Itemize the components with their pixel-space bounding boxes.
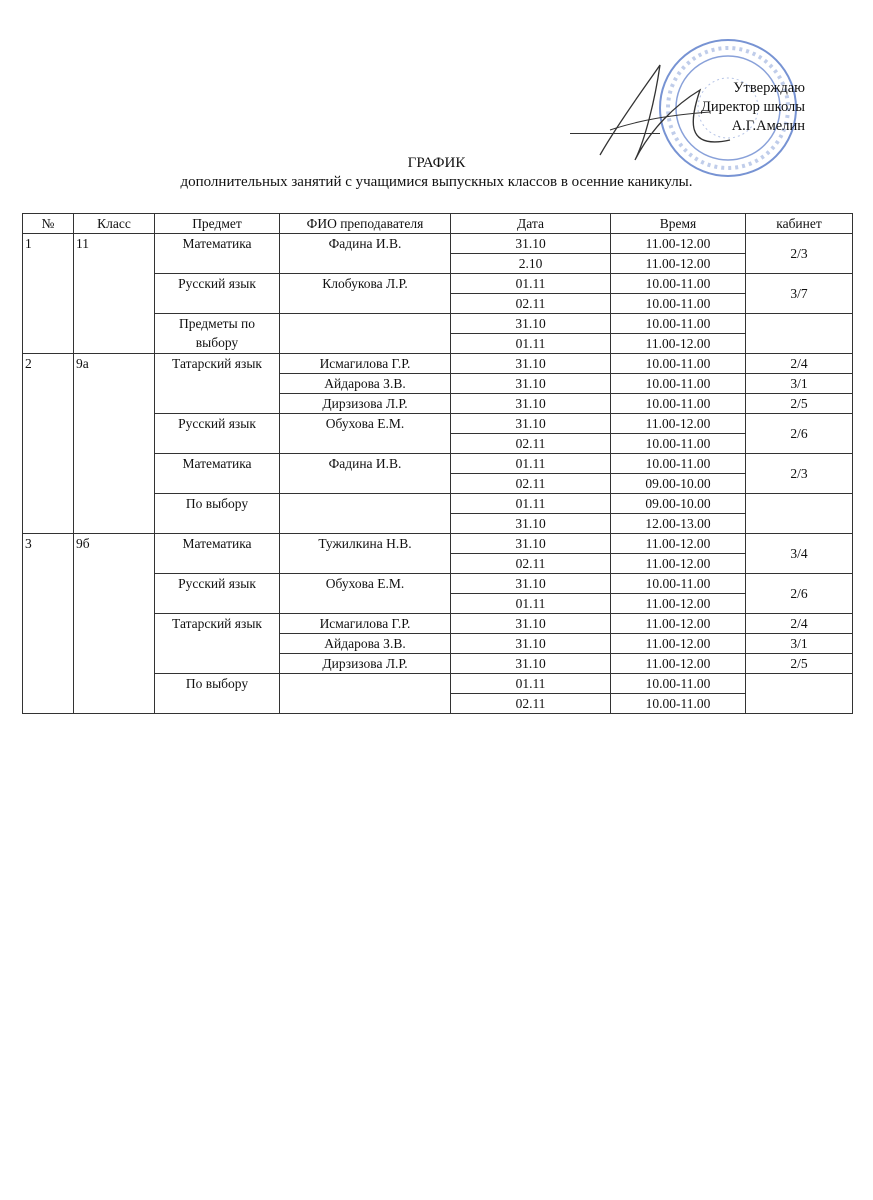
room-cell: 3/7 (746, 274, 853, 314)
date-cell: 31.10 (451, 354, 611, 374)
row-number: 3 (23, 534, 74, 714)
date-cell: 01.11 (451, 454, 611, 474)
date-cell: 31.10 (451, 534, 611, 554)
room-cell: 3/1 (746, 634, 853, 654)
time-cell: 11.00-12.00 (611, 594, 746, 614)
time-cell: 11.00-12.00 (611, 654, 746, 674)
subject-cell: Предметы по выбору (155, 314, 280, 354)
room-cell: 2/5 (746, 654, 853, 674)
col-header-date: Дата (451, 214, 611, 234)
subject-cell: Русский язык (155, 574, 280, 614)
subject-cell: Татарский язык (155, 614, 280, 674)
col-header-num: № (23, 214, 74, 234)
date-cell: 02.11 (451, 294, 611, 314)
table-row (23, 234, 853, 254)
approve-name: А.Г.Амелин (731, 118, 805, 134)
time-cell: 11.00-12.00 (611, 534, 746, 554)
room-cell: 2/3 (746, 454, 853, 494)
subject-cell: Математика (155, 454, 280, 494)
class-cell: 9б (74, 534, 155, 714)
teacher-cell: Фадина И.В. (280, 454, 451, 494)
date-cell: 2.10 (451, 254, 611, 274)
time-cell: 11.00-12.00 (611, 234, 746, 254)
approve-director: Директор школы (701, 99, 805, 115)
time-cell: 11.00-12.00 (611, 254, 746, 274)
date-cell: 02.11 (451, 474, 611, 494)
room-cell: 2/4 (746, 614, 853, 634)
teacher-cell: Дирзизова Л.Р. (280, 394, 451, 414)
document-title (0, 154, 873, 192)
time-cell: 10.00-11.00 (611, 694, 746, 714)
time-cell: 11.00-12.00 (611, 614, 746, 634)
subject-cell: Русский язык (155, 274, 280, 314)
time-cell: 11.00-12.00 (611, 554, 746, 574)
subject-cell: По выбору (155, 674, 280, 714)
signature-line (570, 133, 660, 134)
approve-line: Утверждаю (733, 80, 805, 96)
time-cell: 11.00-12.00 (611, 634, 746, 654)
date-cell: 02.11 (451, 434, 611, 454)
date-cell: 31.10 (451, 574, 611, 594)
time-cell: 10.00-11.00 (611, 374, 746, 394)
date-cell: 01.11 (451, 334, 611, 354)
table-row (23, 354, 853, 374)
teacher-cell (280, 674, 451, 714)
date-cell: 31.10 (451, 414, 611, 434)
room-cell: 2/6 (746, 414, 853, 454)
subject-cell: Русский язык (155, 414, 280, 454)
teacher-cell: Тужилкина Н.В. (280, 534, 451, 574)
teacher-cell (280, 314, 451, 354)
room-cell (746, 494, 853, 534)
room-cell: 2/5 (746, 394, 853, 414)
title-subtitle: дополнительных занятий с учащимися выпускных классов в осенние каникулы. (180, 174, 693, 190)
teacher-cell: Айдарова З.В. (280, 374, 451, 394)
date-cell: 31.10 (451, 234, 611, 254)
col-header-time: Время (611, 214, 746, 234)
teacher-cell: Исмагилова Г.Р. (280, 354, 451, 374)
time-cell: 10.00-11.00 (611, 674, 746, 694)
time-cell: 11.00-12.00 (611, 414, 746, 434)
subject-cell: Математика (155, 234, 280, 274)
class-cell: 11 (74, 234, 155, 354)
subject-cell: По выбору (155, 494, 280, 534)
time-cell: 10.00-11.00 (611, 274, 746, 294)
time-cell: 11.00-12.00 (611, 334, 746, 354)
teacher-cell: Исмагилова Г.Р. (280, 614, 451, 634)
schedule-table (22, 213, 853, 714)
time-cell: 10.00-11.00 (611, 434, 746, 454)
date-cell: 31.10 (451, 394, 611, 414)
header-row (23, 214, 853, 234)
col-header-room: кабинет (746, 214, 853, 234)
time-cell: 09.00-10.00 (611, 474, 746, 494)
col-header-teacher: ФИО преподавателя (280, 214, 451, 234)
date-cell: 31.10 (451, 374, 611, 394)
date-cell: 31.10 (451, 514, 611, 534)
approval-block (701, 79, 805, 136)
subject-cell: Татарский язык (155, 354, 280, 414)
class-cell: 9а (74, 354, 155, 534)
row-number: 1 (23, 234, 74, 354)
date-cell: 01.11 (451, 594, 611, 614)
room-cell: 2/3 (746, 234, 853, 274)
teacher-cell: Дирзизова Л.Р. (280, 654, 451, 674)
date-cell: 31.10 (451, 634, 611, 654)
room-cell: 2/6 (746, 574, 853, 614)
room-cell (746, 314, 853, 354)
date-cell: 01.11 (451, 494, 611, 514)
col-header-subject: Предмет (155, 214, 280, 234)
time-cell: 10.00-11.00 (611, 314, 746, 334)
time-cell: 12.00-13.00 (611, 514, 746, 534)
date-cell: 02.11 (451, 694, 611, 714)
date-cell: 31.10 (451, 314, 611, 334)
teacher-cell: Айдарова З.В. (280, 634, 451, 654)
time-cell: 10.00-11.00 (611, 354, 746, 374)
teacher-cell: Фадина И.В. (280, 234, 451, 274)
teacher-cell: Обухова Е.М. (280, 414, 451, 454)
room-cell: 3/4 (746, 534, 853, 574)
date-cell: 31.10 (451, 654, 611, 674)
date-cell: 01.11 (451, 274, 611, 294)
time-cell: 10.00-11.00 (611, 294, 746, 314)
teacher-cell: Обухова Е.М. (280, 574, 451, 614)
date-cell: 01.11 (451, 674, 611, 694)
teacher-cell (280, 494, 451, 534)
subject-cell: Математика (155, 534, 280, 574)
time-cell: 10.00-11.00 (611, 574, 746, 594)
time-cell: 10.00-11.00 (611, 394, 746, 414)
room-cell: 3/1 (746, 374, 853, 394)
room-cell: 2/4 (746, 354, 853, 374)
time-cell: 10.00-11.00 (611, 454, 746, 474)
date-cell: 31.10 (451, 614, 611, 634)
time-cell: 09.00-10.00 (611, 494, 746, 514)
col-header-class: Класс (74, 214, 155, 234)
teacher-cell: Клобукова Л.Р. (280, 274, 451, 314)
title-main: ГРАФИК (407, 155, 466, 171)
date-cell: 02.11 (451, 554, 611, 574)
table-row (23, 534, 853, 554)
row-number: 2 (23, 354, 74, 534)
room-cell (746, 674, 853, 714)
